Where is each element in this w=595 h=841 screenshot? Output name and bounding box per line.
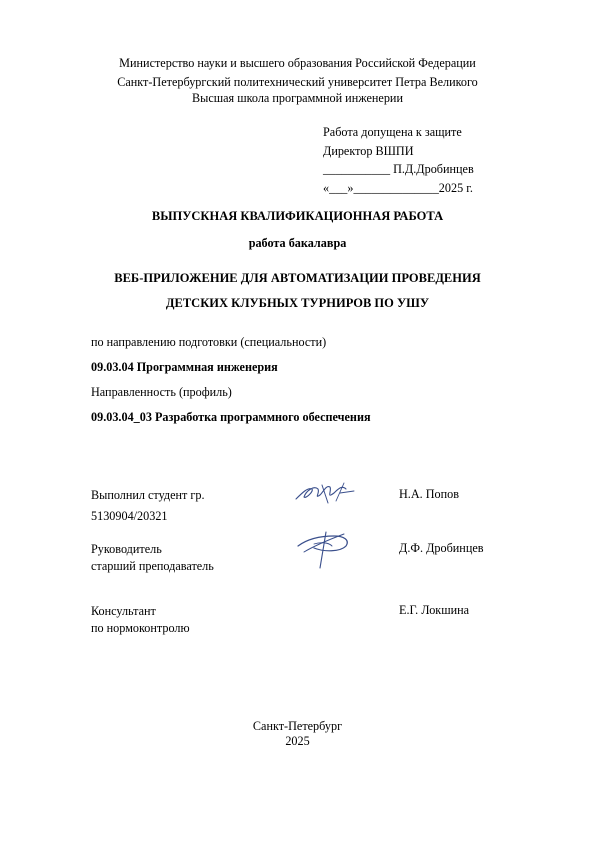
approval-date-line: «___»______________2025 г. <box>323 180 473 195</box>
student-signature <box>292 477 356 507</box>
student-name: Н.А. Попов <box>399 487 460 501</box>
student-role <box>91 487 205 525</box>
direction-label: по направлению подготовки (специальности) <box>91 335 327 349</box>
ministry-line: Министерство науки и высшего образования Российской Федерации <box>119 56 476 70</box>
work-title-line2: ДЕТСКИХ КЛУБНЫХ ТУРНИРОВ ПО УШУ <box>165 296 430 310</box>
consultant-role-line1: Консультант <box>91 604 156 618</box>
footer-year: 2025 <box>285 734 310 748</box>
supervisor-signature <box>294 526 358 572</box>
supervisor-role-line1: Руководитель <box>91 542 162 556</box>
supervisor-position: старший преподаватель <box>91 559 214 573</box>
supervisor-role <box>91 541 214 575</box>
profile-value: 09.03.04_03 Разработка программного обеспечения <box>91 410 371 424</box>
university-line: Санкт-Петербургский политехнический университет Петра Великого <box>117 75 478 89</box>
consultant-position: по нормоконтролю <box>91 621 190 635</box>
footer-city: Санкт-Петербург <box>252 719 343 733</box>
student-group: 5130904/20321 <box>91 509 168 523</box>
work-title-line1: ВЕБ-ПРИЛОЖЕНИЕ ДЛЯ АВТОМАТИЗАЦИИ ПРОВЕДЕНИЯ <box>114 271 481 285</box>
profile-label: Направленность (профиль) <box>91 385 232 399</box>
approval-signature-line: ___________ П.Д.Дробинцев <box>323 162 474 176</box>
student-role-line1: Выполнил студент гр. <box>91 488 205 502</box>
approval-admitted: Работа допущена к защите <box>323 125 462 139</box>
approval-block <box>323 123 474 197</box>
work-subtype: работа бакалавра <box>248 236 347 250</box>
approval-director: Директор ВШПИ <box>323 143 414 158</box>
consultant-role <box>91 603 190 637</box>
direction-value: 09.03.04 Программная инженерия <box>91 360 278 374</box>
consultant-name: Е.Г. Локшина <box>399 603 470 617</box>
work-type: ВЫПУСКНАЯ КВАЛИФИКАЦИОННАЯ РАБОТА <box>151 209 444 223</box>
school-line: Высшая школа программной инженерии <box>192 91 403 105</box>
supervisor-name: Д.Ф. Дробинцев <box>399 541 484 555</box>
